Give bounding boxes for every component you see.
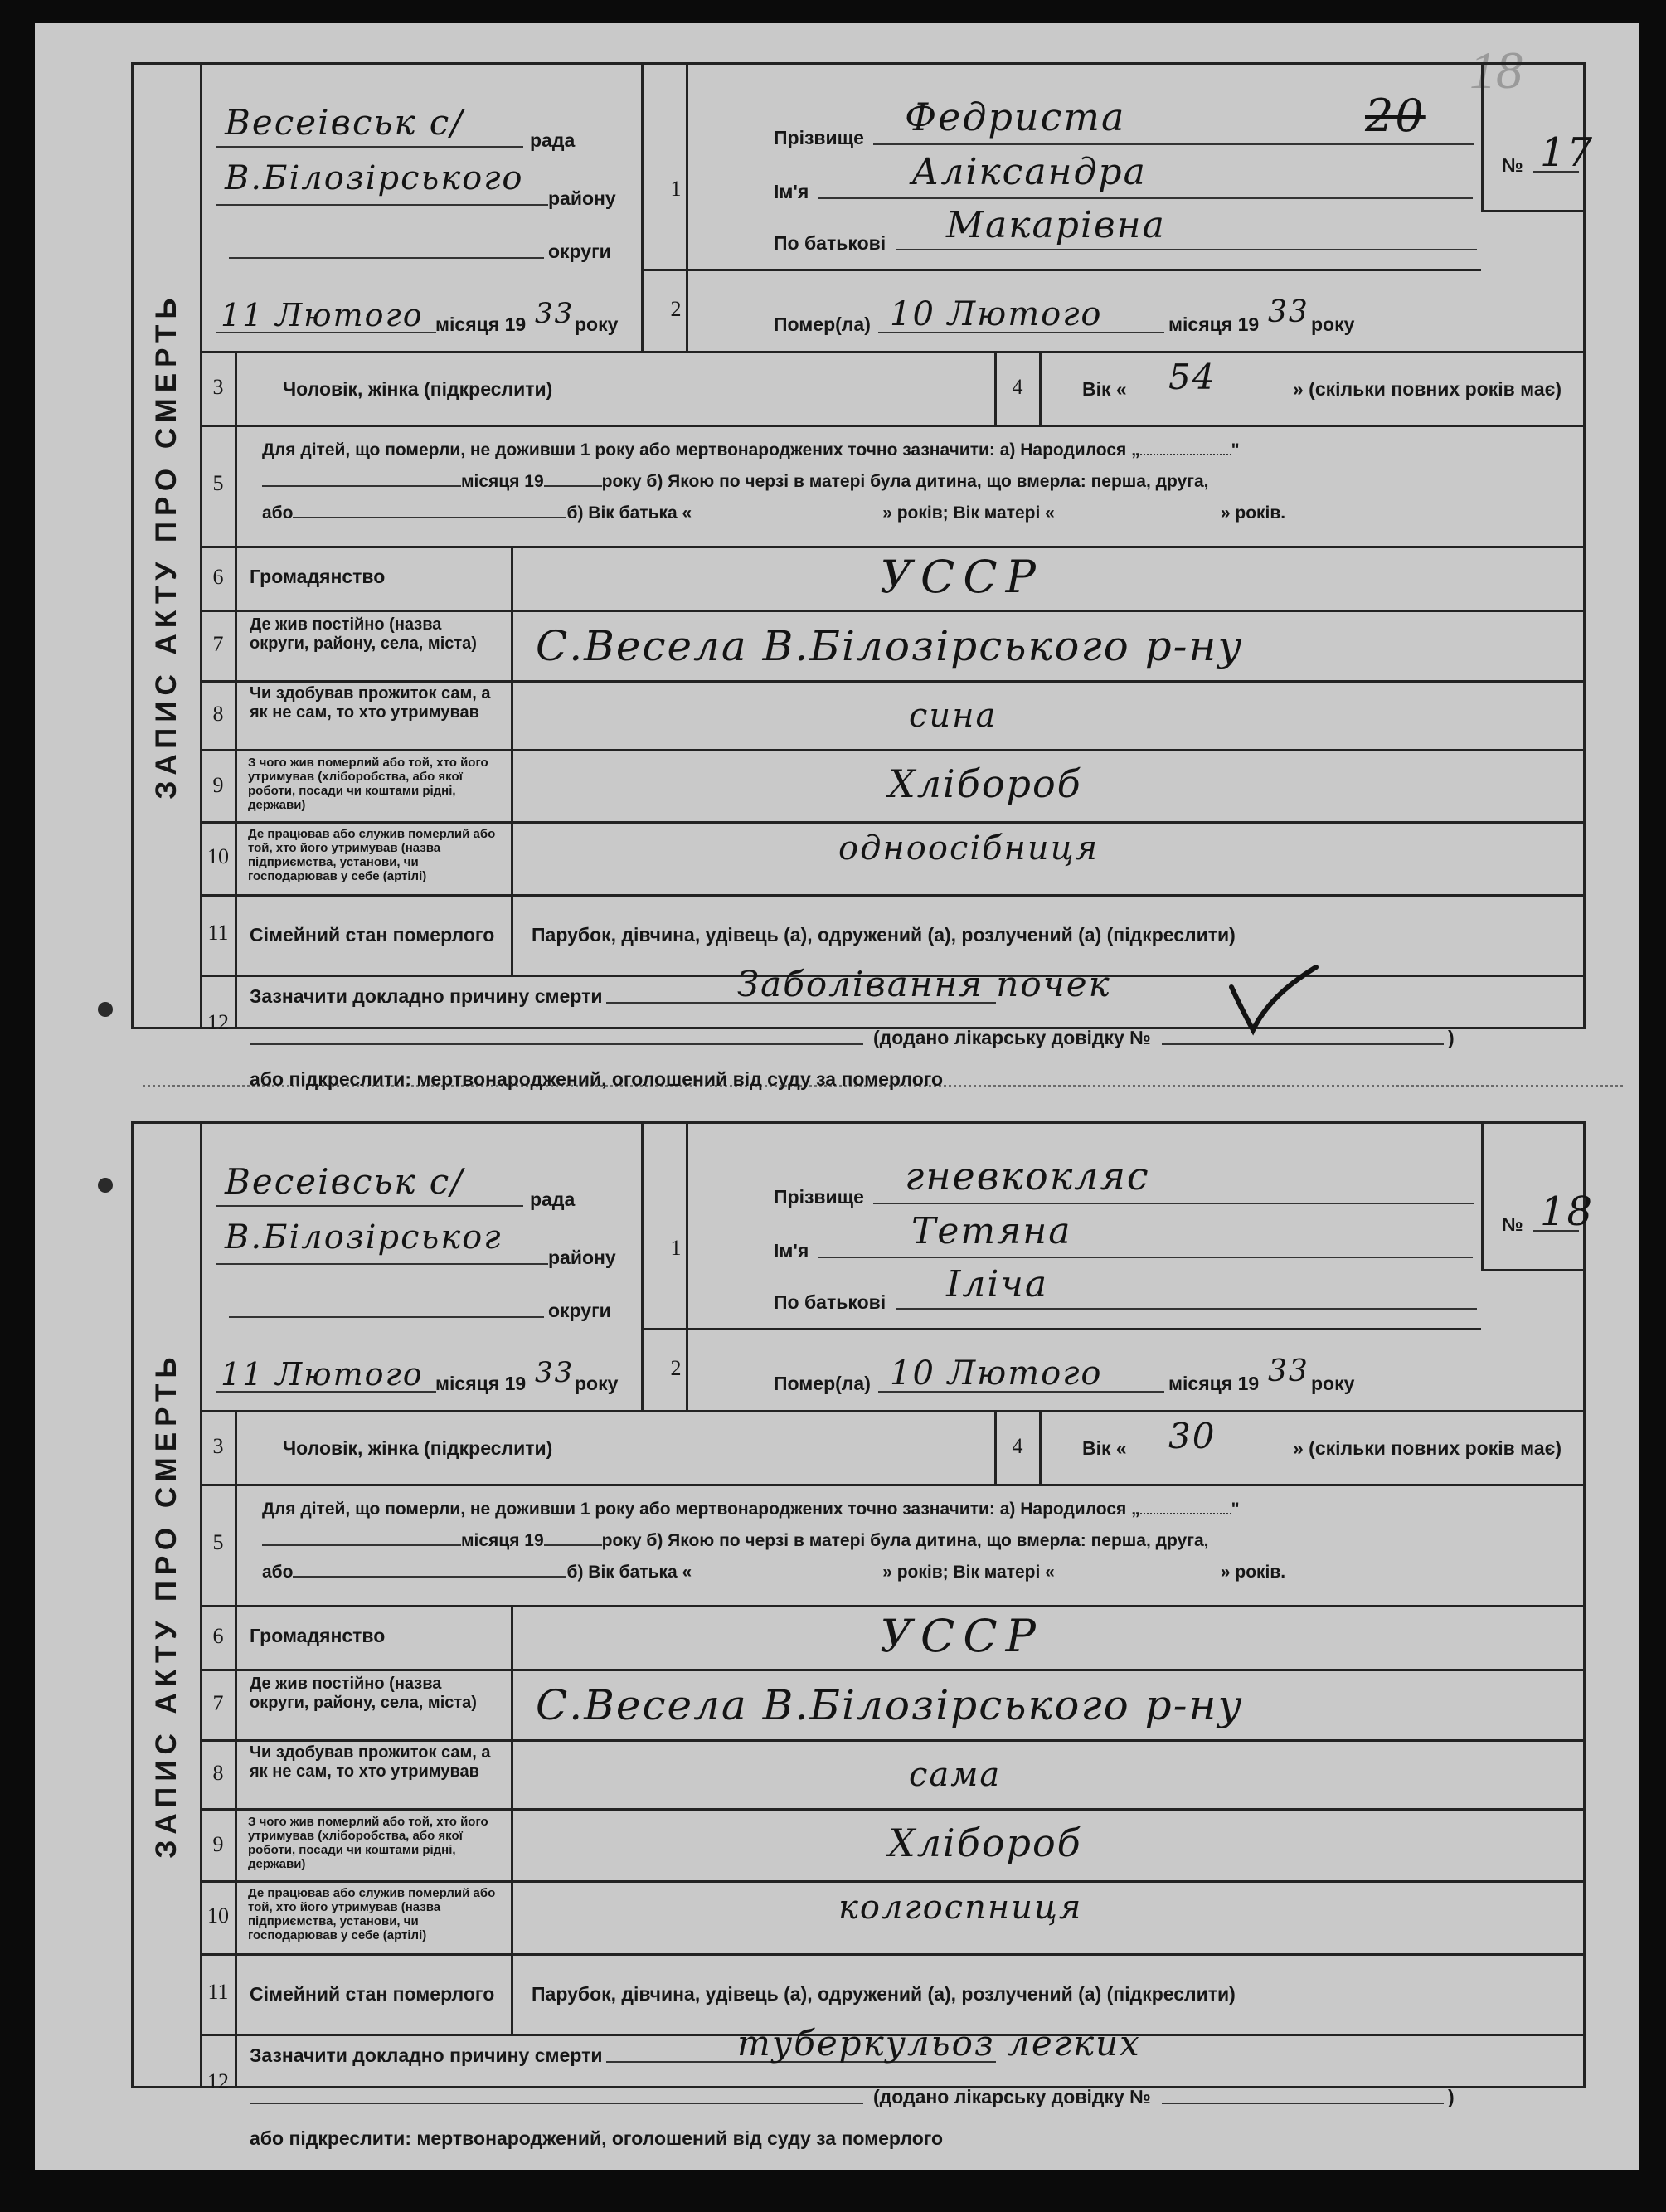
row-number: 3 — [212, 1434, 224, 1458]
punch-hole — [98, 1178, 113, 1193]
citizenship-label: Громадянство — [250, 1625, 386, 1646]
row-number: 2 — [670, 297, 682, 321]
fill-line — [818, 197, 1473, 199]
rada-label: рада — [530, 129, 576, 151]
form-side-panel — [134, 65, 202, 1027]
row-number: 11 — [207, 921, 229, 945]
father-age-label: б) Вік батька « — [566, 503, 692, 523]
marital-options: Парубок, дівчина, удівець (а), одружений (а), розлучений (а) (підкреслити) — [532, 1983, 1236, 2005]
died-label: Помер(ла) — [774, 314, 871, 335]
fill-line — [216, 1205, 523, 1207]
years-label: » років. — [1220, 1563, 1286, 1582]
cause-label: Зазначити докладно причину смерти — [250, 2044, 603, 2066]
record-number: 18 — [1540, 1189, 1595, 1235]
row-number: 3 — [212, 375, 224, 399]
grid-line — [200, 1739, 1583, 1742]
age-value: 30 — [1168, 1416, 1217, 1456]
fill-line — [544, 1544, 602, 1546]
grid-line — [1481, 1269, 1583, 1271]
stillborn-note: або підкреслити: мертвонароджений, оголошений від суду за померлого — [250, 2127, 944, 2149]
death-year: 33 — [1268, 295, 1309, 329]
surname-value: Федриста — [905, 95, 1126, 139]
age-value: 54 — [1168, 357, 1217, 397]
workplace-value: одноосібниця — [838, 829, 1100, 868]
grid-line — [641, 65, 644, 351]
year-label: року — [575, 314, 619, 335]
sex-label: Чоловік, жінка (підкреслити) — [283, 1437, 553, 1459]
year-label: року — [1311, 314, 1355, 335]
raion-value: В.Білозірського — [225, 159, 524, 197]
rada-value: Весеівськ с/ — [225, 102, 464, 143]
grid-line — [641, 1124, 644, 1410]
grid-line — [1039, 1410, 1042, 1484]
fill-line — [1140, 454, 1231, 455]
fill-line — [216, 1263, 548, 1265]
fill-line — [262, 1544, 461, 1546]
occupation-value: Хлібороб — [888, 761, 1082, 806]
marital-options: Парубок, дівчина, удівець (а), одружений (а), розлучений (а) (підкреслити) — [532, 924, 1236, 946]
fill-line — [873, 1203, 1474, 1204]
years-label: » років. — [1220, 503, 1286, 523]
row-number: 7 — [212, 1691, 224, 1715]
form-title: ЗАПИС АКТУ ПРО СМЕРТЬ — [150, 292, 182, 800]
fill-line — [293, 1576, 566, 1578]
citizenship-label: Громадянство — [250, 566, 386, 587]
row-number: 1 — [670, 177, 682, 201]
fill-line — [818, 1257, 1473, 1258]
grid-line — [200, 610, 1583, 612]
workplace-value: колгоспниця — [838, 1889, 1083, 1927]
infant-instructions — [262, 435, 1572, 529]
row-number: 4 — [1012, 375, 1023, 399]
registration-day: 11 Лютого — [221, 1356, 424, 1393]
father-age-label: б) Вік батька « — [566, 1563, 692, 1582]
support-value: сина — [909, 697, 998, 735]
number-label: № — [1502, 1213, 1523, 1235]
grid-line — [641, 1328, 1481, 1330]
registration-day: 11 Лютого — [221, 297, 424, 333]
grid-line — [200, 821, 1583, 824]
certificate-close: ) — [1448, 2086, 1455, 2107]
year-label: року — [1311, 1373, 1355, 1394]
grid-line — [235, 1410, 237, 2086]
row-number: 6 — [212, 565, 224, 589]
row-number: 8 — [212, 702, 224, 726]
age-label-open: Вік « — [1082, 1437, 1127, 1459]
certificate-label: (додано лікарську довідку № — [873, 2086, 1151, 2107]
raion-value: В.Білозірськог — [225, 1218, 503, 1257]
cause-value: Заболівання почек — [737, 964, 1111, 1004]
fill-line — [896, 1308, 1477, 1310]
cause-label: Зазначити докладно причину смерти — [250, 985, 603, 1007]
grid-line — [200, 1953, 1583, 1956]
grid-line — [200, 351, 1583, 353]
number-label: № — [1502, 154, 1523, 176]
infant-line-1: Для дітей, що померли, не доживши 1 року або мертвонароджених точно зазначити: а) Народилося „ — [262, 440, 1140, 459]
occupation-label: З чого жив померлий або той, хто його утримував (хліборобства, або якої роботи, посади чи коштами рідні, держави) — [248, 1815, 488, 1871]
row-number: 5 — [212, 1530, 224, 1554]
grid-line — [200, 680, 1583, 683]
death-day: 10 Лютого — [890, 295, 1103, 333]
workplace-label: Де працював або служив померлий або той, хто його утримував (назва підприємства, установи, чи господарював у себе (артілі) — [248, 827, 496, 883]
grid-line — [1481, 1124, 1484, 1269]
row-number: 9 — [212, 773, 224, 797]
form-title: ЗАПИС АКТУ ПРО СМЕРТЬ — [150, 1351, 182, 1859]
fill-line — [229, 257, 544, 259]
grid-line — [200, 425, 1583, 427]
struck-number: 20 — [1365, 90, 1426, 142]
death-record-form-1 — [131, 62, 1595, 1090]
cause-value: туберкульоз легких — [737, 2023, 1141, 2064]
fill-line — [250, 2103, 863, 2104]
quote-close: " — [1231, 440, 1240, 459]
grid-line — [200, 546, 1583, 548]
death-year: 33 — [1268, 1354, 1309, 1388]
row-number: 4 — [1012, 1434, 1023, 1458]
first-name-label: Ім'я — [774, 181, 809, 202]
surname-value: гневкокляс — [905, 1154, 1150, 1198]
form-grid — [200, 1124, 1595, 2149]
fill-line — [262, 485, 461, 487]
row-number: 10 — [207, 1903, 229, 1928]
quote-close: " — [1231, 1500, 1240, 1519]
rada-value: Весеівськ с/ — [225, 1161, 464, 1202]
first-name-value: Тетяна — [911, 1210, 1072, 1252]
infant-month-label: місяця 19 — [461, 1531, 544, 1550]
infant-line-1: Для дітей, що померли, не доживши 1 року або мертвонароджених точно зазначити: а) Народилося „ — [262, 1500, 1140, 1519]
fill-line — [250, 1043, 863, 1045]
died-label: Помер(ла) — [774, 1373, 871, 1394]
row-number: 10 — [207, 844, 229, 868]
infant-instructions — [262, 1494, 1572, 1588]
grid-line — [200, 1410, 1583, 1412]
grid-line — [1039, 351, 1042, 425]
sex-label: Чоловік, жінка (підкреслити) — [283, 378, 553, 400]
row-number: 1 — [670, 1236, 682, 1260]
stillborn-note: або підкреслити: мертвонароджений, оголошений від суду за померлого — [250, 1068, 944, 1090]
patronymic-value: Іліча — [946, 1263, 1049, 1305]
row-number: 12 — [207, 2069, 229, 2093]
workplace-label: Де працював або служив померлий або той, хто його утримував (назва підприємства, установи, чи господарював у себе (артілі) — [248, 1886, 496, 1942]
mother-age-label: » років; Вік матері « — [882, 1563, 1055, 1582]
grid-line — [200, 1880, 1583, 1883]
okruha-label: округи — [548, 241, 611, 262]
residence-label: Де жив постійно (назва округи, району, села, міста) — [250, 615, 477, 653]
grid-line — [200, 1484, 1583, 1486]
record-number: 17 — [1540, 129, 1595, 176]
support-label: Чи здобував прожиток сам, а як не сам, то хто утримував — [250, 1743, 491, 1781]
grid-line — [200, 1605, 1583, 1607]
fill-line — [1162, 1043, 1444, 1045]
or-label: або — [262, 1563, 294, 1582]
certificate-close: ) — [1448, 1027, 1455, 1048]
month-year-label: місяця 19 — [435, 314, 527, 335]
grid-line — [200, 894, 1583, 897]
citizenship-value: УССР — [880, 551, 1044, 603]
marital-status-label: Сімейний стан померлого — [250, 924, 495, 946]
grid-line — [641, 269, 1481, 271]
patronymic-value: Макарівна — [946, 204, 1166, 246]
infant-line-2: року б) Якою по черзі в матері була дитина, що вмерла: перша, друга, — [601, 472, 1209, 491]
citizenship-value: УССР — [880, 1610, 1044, 1662]
okruha-label: округи — [548, 1300, 611, 1321]
surname-label: Прізвище — [774, 127, 864, 148]
age-label-open: Вік « — [1082, 378, 1127, 400]
fill-line — [229, 1316, 544, 1318]
occupation-label: З чого жив померлий або той, хто його утримував (хліборобства, або якої роботи, посади чи коштами рідні, держави) — [248, 756, 488, 812]
mother-age-label: » років; Вік матері « — [882, 503, 1055, 523]
grid-line — [200, 1669, 1583, 1671]
marital-status-label: Сімейний стан померлого — [250, 1983, 495, 2005]
registration-year: 33 — [535, 1356, 575, 1389]
fill-line — [873, 143, 1474, 145]
fill-line — [544, 485, 602, 487]
year-label: року — [575, 1373, 619, 1394]
occupation-value: Хлібороб — [888, 1821, 1082, 1865]
checkmark-icon — [1228, 962, 1319, 1037]
fill-line — [1140, 1513, 1231, 1514]
page-number: 18 — [1469, 41, 1523, 100]
age-label-close: » (скільки повних років має) — [1293, 378, 1562, 400]
fill-line — [896, 249, 1477, 250]
age-label-close: » (скільки повних років має) — [1293, 1437, 1562, 1459]
form-side-panel — [134, 1124, 202, 2086]
fill-line — [216, 204, 548, 206]
raion-label: району — [548, 1247, 616, 1268]
punch-hole — [98, 1002, 113, 1017]
row-number: 9 — [212, 1832, 224, 1856]
row-number: 11 — [207, 1980, 229, 2004]
month-year-label: місяця 19 — [1168, 1373, 1260, 1394]
fill-line — [1162, 2103, 1444, 2104]
fill-line — [216, 146, 523, 148]
month-year-label: місяця 19 — [435, 1373, 527, 1394]
grid-line — [200, 749, 1583, 751]
support-label: Чи здобував прожиток сам, а як не сам, то хто утримував — [250, 684, 491, 722]
death-record-form-2 — [131, 1121, 1595, 2149]
row-number: 2 — [670, 1356, 682, 1380]
grid-line — [994, 1410, 997, 1484]
grid-line — [235, 351, 237, 1027]
support-value: сама — [909, 1756, 1002, 1794]
first-name-value: Аліксандра — [911, 151, 1147, 193]
rada-label: рада — [530, 1189, 576, 1210]
grid-line — [994, 351, 997, 425]
or-label: або — [262, 503, 294, 523]
row-number: 8 — [212, 1761, 224, 1785]
surname-label: Прізвище — [774, 1186, 864, 1208]
grid-line — [200, 1808, 1583, 1811]
row-number: 5 — [212, 471, 224, 495]
form-grid — [200, 65, 1595, 1090]
residence-label: Де жив постійно (назва округи, району, села, міста) — [250, 1675, 477, 1712]
infant-month-label: місяця 19 — [461, 472, 544, 491]
raion-label: району — [548, 187, 616, 209]
infant-line-2: року б) Якою по черзі в матері була дитина, що вмерла: перша, друга, — [601, 1531, 1209, 1550]
residence-value: С.Весела В.Білозірського р-ну — [536, 1681, 1244, 1729]
row-number: 6 — [212, 1624, 224, 1648]
grid-line — [1481, 65, 1484, 210]
first-name-label: Ім'я — [774, 1240, 809, 1262]
certificate-label: (додано лікарську довідку № — [873, 1027, 1151, 1048]
row-number: 7 — [212, 632, 224, 656]
residence-value: С.Весела В.Білозірського р-ну — [536, 622, 1244, 670]
registration-year: 33 — [535, 297, 575, 330]
patronymic-label: По батькові — [774, 1291, 886, 1313]
fill-line — [293, 517, 566, 518]
death-day: 10 Лютого — [890, 1354, 1103, 1393]
month-year-label: місяця 19 — [1168, 314, 1260, 335]
row-number: 12 — [207, 1010, 229, 1034]
patronymic-label: По батькові — [774, 232, 886, 254]
grid-line — [1481, 210, 1583, 212]
